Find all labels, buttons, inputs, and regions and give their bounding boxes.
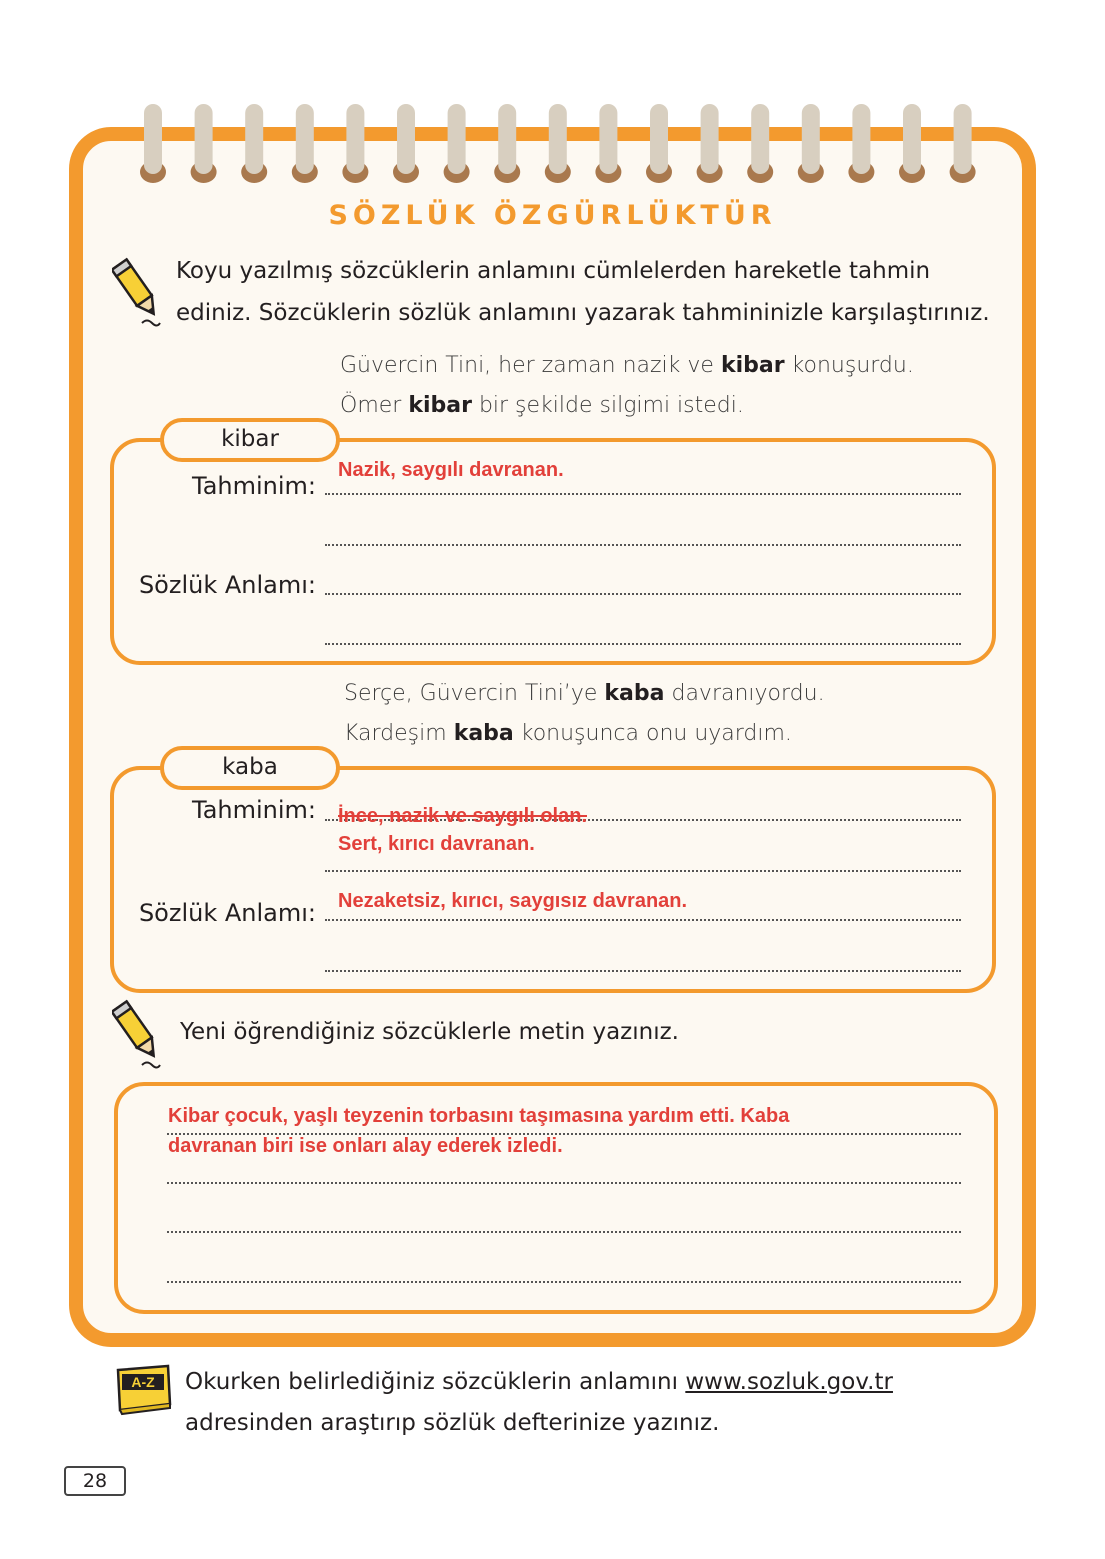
word2-guess-answer: Sert, kırıcı davranan. [338,833,535,855]
writing-line-4[interactable] [167,1281,961,1283]
word1-dict-line-1[interactable] [325,593,961,595]
bold-word: kaba [453,721,514,746]
writing-answer-line2: davranan biri ise onları alay ederek izledi. [168,1135,563,1157]
page-number: 28 [64,1466,126,1496]
bottom-note-line2: adresinden araştırıp sözlük defterinize yazınız. [185,1410,720,1436]
page-title: SÖZLÜK ÖZGÜRLÜKTÜR [328,200,777,231]
writing-line-2[interactable] [167,1182,961,1184]
bottom-note-line1: Okurken belirlediğiniz sözcüklerin anlamını www.sozluk.gov.tr [185,1369,893,1395]
word1-guess-answer: Nazik, saygılı davranan. [338,459,564,481]
bottom-note [185,1362,893,1444]
bold-word: kibar [408,393,472,418]
word2-dict-line-2[interactable] [325,970,961,972]
word2-struck-answer: İnce, nazik ve saygılı olan. [338,805,587,827]
word2-dict-answer: Nezaketsiz, kırıcı, saygısız davranan. [338,890,688,912]
instruction-1-line2: ediniz. Sözcüklerin sözlük anlamını yazarak tahmininizle karşılaştırınız. [176,300,990,326]
word1-tab: kibar [160,418,340,462]
word1-dict-line-2[interactable] [325,643,961,645]
word1-sentences [340,346,914,426]
word2-sentence-1: Serçe, Güvercin Tini’ye kaba davranıyordu. [344,681,825,706]
writing-answer-line1: Kibar çocuk, yaşlı teyzenin torbasını taşımasına yardım etti. Kaba [168,1105,790,1127]
word1-guess-line-2[interactable] [325,544,961,546]
word1-guess-label: Tahminim: [192,472,316,500]
word1-guess-line-1[interactable] [325,493,961,495]
pencil-icon [112,255,162,330]
dictionary-icon-label: A-Z [131,1374,155,1390]
word2-sentence-2: Kardeşim kaba konuşunca onu uyardım. [344,721,792,746]
word2-sentences [344,674,825,754]
word2-dict-label: Sözlük Anlamı: [138,899,316,927]
word2-tab: kaba [160,746,340,790]
instruction-1-line1: Koyu yazılmış sözcüklerin anlamını cümlelerden hareketle tahmin [176,258,931,284]
writing-line-3[interactable] [167,1231,961,1233]
dictionary-icon [112,1364,174,1416]
bold-word: kaba [604,681,665,706]
sozluk-link[interactable]: www.sozluk.gov.tr [685,1369,893,1395]
instruction-1 [176,250,990,334]
writing-answer [168,1101,789,1161]
instruction-2: Yeni öğrendiğiniz sözcüklerle metin yazınız. [180,1019,679,1045]
word1-sentence-2: Ömer kibar bir şekilde silgimi istedi. [340,393,744,418]
word2-guess-label: Tahminim: [192,796,316,824]
word2-guess-line-2[interactable] [325,870,961,872]
word2-dict-line-1[interactable] [325,919,961,921]
pencil-icon [112,997,162,1072]
word1-sentence-1: Güvercin Tini, her zaman nazik ve kibar konuşurdu. [340,353,914,378]
word1-dict-label: Sözlük Anlamı: [138,571,316,599]
bold-word: kibar [720,353,785,378]
